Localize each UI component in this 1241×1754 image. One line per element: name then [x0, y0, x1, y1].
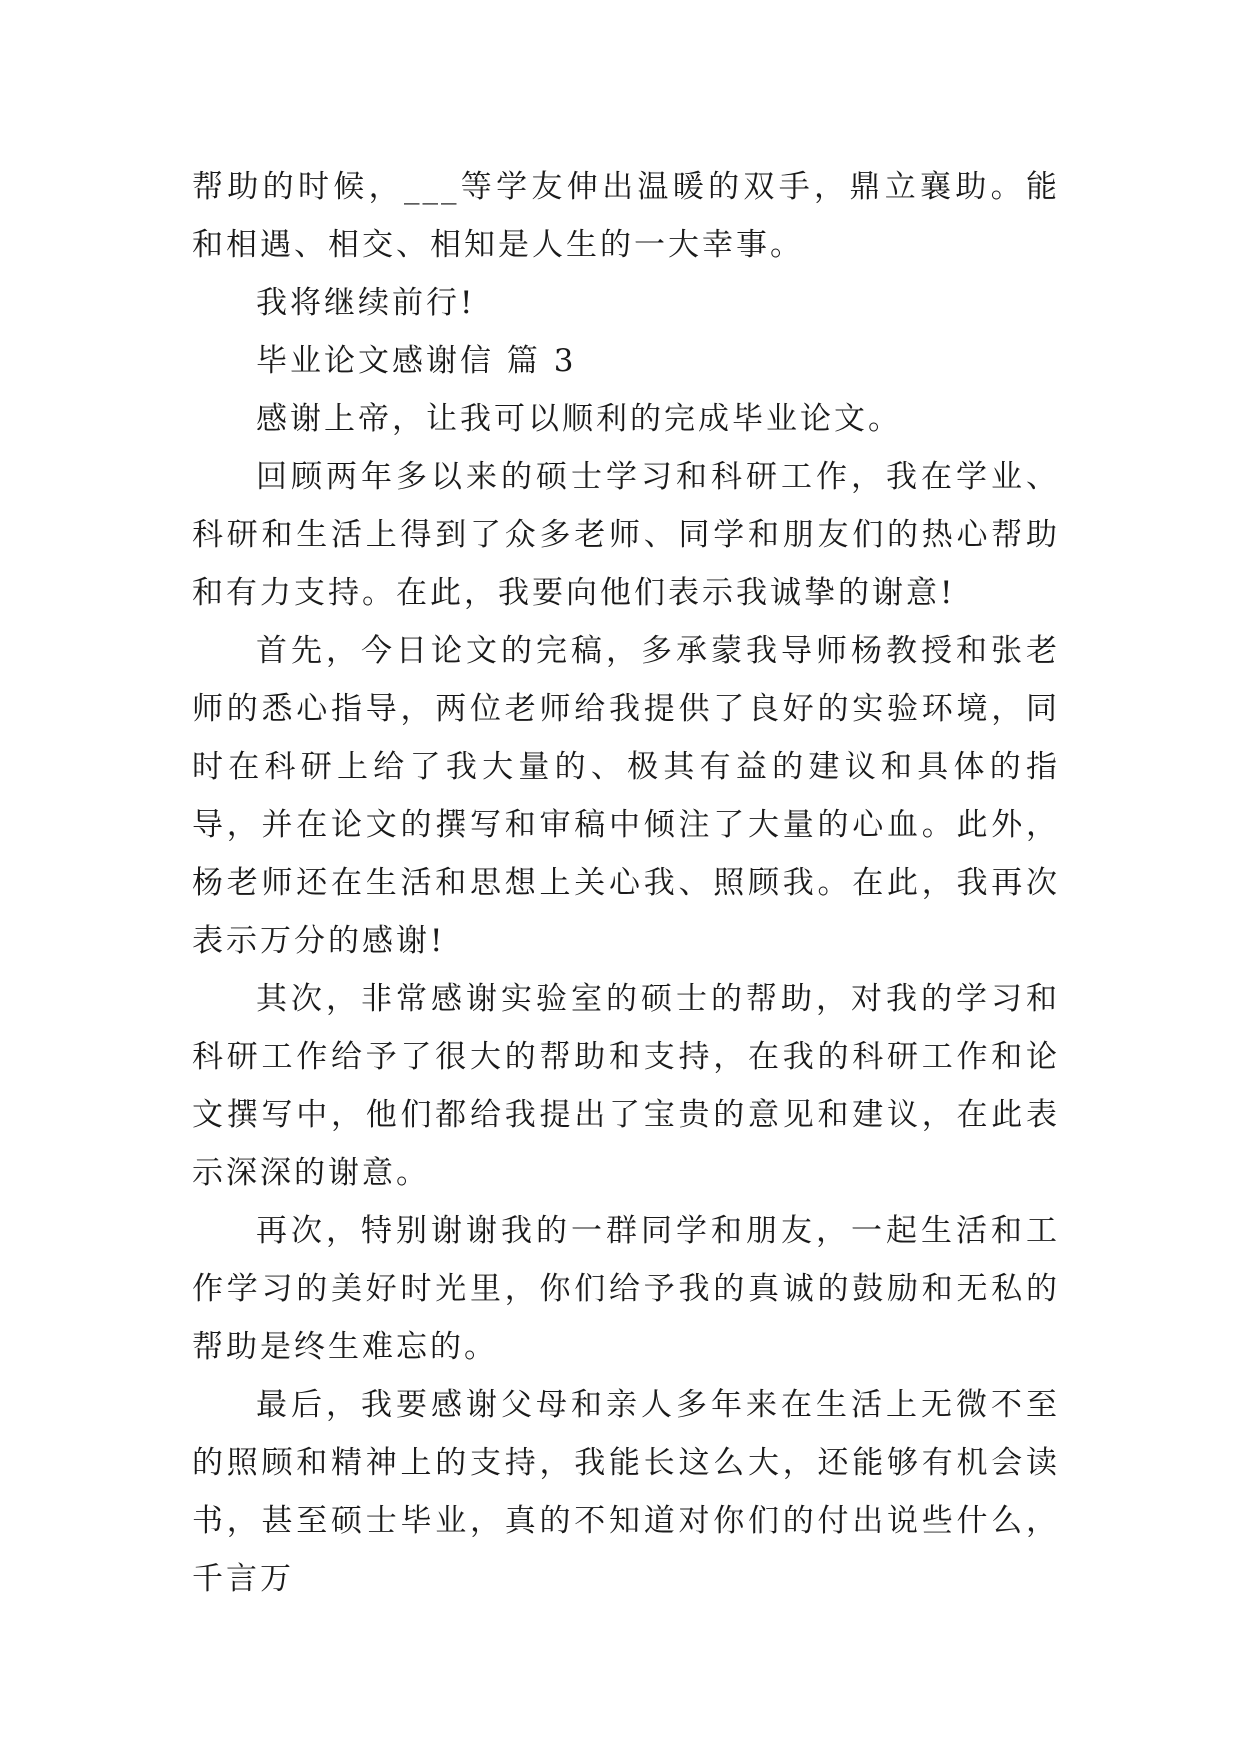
paragraph: 最后，我要感谢父母和亲人多年来在生活上无微不至的照顾和精神上的支持，我能长这么大，还能够有机会读书，甚至硕士毕业，真的不知道对你们的付出说些什么，千言万: [192, 1387, 1060, 1597]
paragraph: 首先，今日论文的完稿，多承蒙我导师杨教授和张老师的悉心指导，两位老师给我提供了良好的实验环境，同时在科研上给了我大量的、极其有益的建议和具体的指导，并在论文的撰写和审稿中倾注了大量的心血。此外，杨老师还在生活和思想上关心我、照顾我。在此，我再次表示万分的感谢!: [192, 633, 1060, 959]
document-body: [192, 158, 1060, 1608]
paragraph: 其次，非常感谢实验室的硕士的帮助，对我的学习和科研工作给予了很大的帮助和支持，在我的科研工作和论文撰写中，他们都给我提出了宝贵的意见和建议，在此表示深深的谢意。: [192, 981, 1060, 1191]
paragraph: 回顾两年多以来的硕士学习和科研工作，我在学业、科研和生活上得到了众多老师、同学和朋友们的热心帮助和有力支持。在此，我要向他们表示我诚挚的谢意!: [192, 459, 1060, 611]
paragraph: 再次，特别谢谢我的一群同学和朋友，一起生活和工作学习的美好时光里，你们给予我的真诚的鼓励和无私的帮助是终生难忘的。: [192, 1213, 1060, 1365]
section-heading: 毕业论文感谢信 篇 3: [256, 343, 577, 379]
paragraph: 感谢上帝，让我可以顺利的完成毕业论文。: [256, 401, 902, 437]
paragraph: 帮助的时候，___等学友伸出温暖的双手，鼎立襄助。能和相遇、相交、相知是人生的一大幸事。: [192, 169, 1060, 263]
paragraph: 我将继续前行!: [256, 285, 476, 321]
